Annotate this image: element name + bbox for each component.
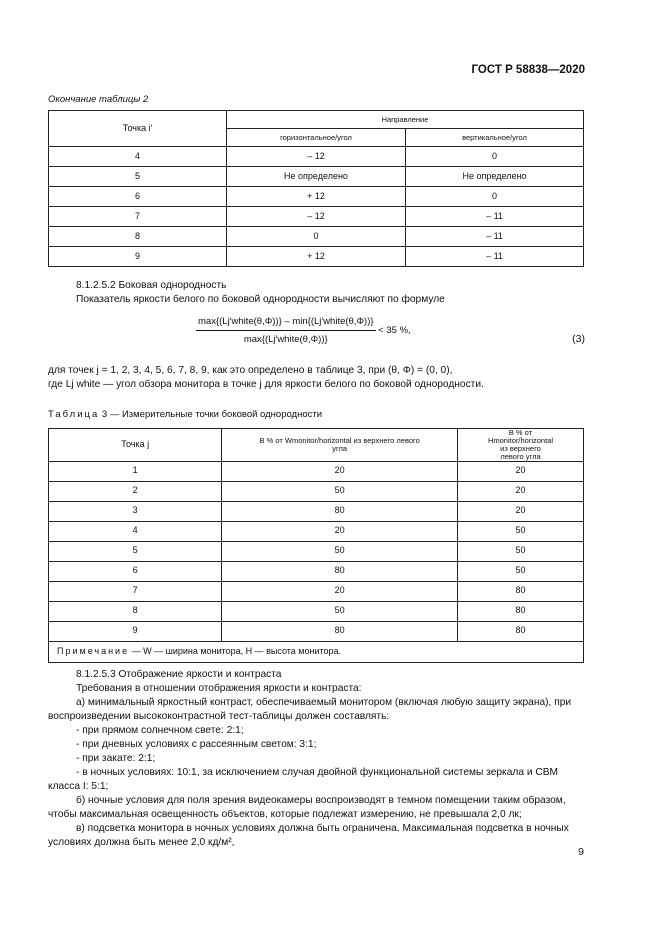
table-cell: 2	[49, 481, 222, 501]
formula-3	[196, 316, 411, 345]
table-cell: 8	[49, 227, 227, 247]
table-cell: 20	[222, 581, 458, 601]
table-cell: 20	[222, 521, 458, 541]
table-cell: Не определено	[406, 167, 584, 187]
table-row	[49, 541, 584, 561]
equation-number: (3)	[572, 333, 585, 345]
table-cell: 80	[222, 621, 458, 641]
table-cell: 0	[406, 187, 584, 207]
table-row	[49, 561, 584, 581]
table-row	[49, 581, 584, 601]
table-cell: 9	[49, 621, 222, 641]
table-cell: 9	[49, 247, 227, 267]
table-cell: – 11	[406, 247, 584, 267]
table-cell: 50	[222, 601, 458, 621]
table3-header-w: В % от Wmonitor/horizontal из верхнего левого угла	[222, 429, 458, 462]
item-a-sunset: - при закате: 2:1;	[76, 753, 156, 764]
table-cell: 50	[222, 481, 458, 501]
table2	[48, 110, 584, 267]
table3	[48, 428, 584, 663]
table-cell: 5	[49, 541, 222, 561]
table-cell: 0	[227, 227, 406, 247]
item-a-night: - в ночных условиях: 10:1, за исключением случая двойной функциональной системы зеркала и СВМ класса I: 5:1;	[48, 767, 558, 792]
table-cell: – 11	[406, 207, 584, 227]
table-row	[49, 207, 584, 227]
item-a: а) минимальный яркостный контраст, обеспечиваемый монитором (включая любую защиту экрана), при воспроизведении высококонтрастной тест-таблицы должен составлять:	[48, 697, 572, 722]
table2-header-point: Точка i′	[49, 111, 227, 147]
formula-numerator: max{(Lj′white(θ,Φ))} – min{(Lj′white(θ,Φ))}	[196, 316, 376, 331]
page-number: 9	[578, 846, 584, 858]
document-id: ГОСТ Р 58838—2020	[471, 64, 585, 76]
section-8-1-2-5-3-heading: 8.1.2.5.3 Отображение яркости и контраста	[76, 669, 282, 680]
table-cell: 4	[49, 147, 227, 167]
formula-where-1: для точек j = 1, 2, 3, 4, 5, 6, 7, 8, 9, как это определено в таблице 3, при (θ, Φ) = (0, 0),	[48, 365, 453, 376]
table-cell: 6	[49, 187, 227, 207]
table3-header-h: В % от Hmonitor/horizontal из верхнего левого угла	[457, 429, 583, 462]
item-b: б) ночные условия для поля зрения видеокамеры воспроизводят в темном помещении таким образом, чтобы максимальная освещенность объектов, которые подлежат измерению, не превышала 2,0 лк;	[48, 795, 566, 820]
table-cell: 7	[49, 207, 227, 227]
table-cell: – 12	[227, 207, 406, 227]
table-cell: 80	[457, 601, 583, 621]
table-cell: 80	[222, 561, 458, 581]
table-cell: 1	[49, 461, 222, 481]
formula-rhs: < 35 %,	[378, 325, 411, 336]
table-cell: 20	[457, 481, 583, 501]
table3-caption: Таблица 3 — Измерительные точки боковой однородности	[48, 409, 323, 420]
table-cell: 80	[222, 501, 458, 521]
item-a-daylight: - при дневных условиях с рассеянным светом: 3:1;	[76, 739, 317, 750]
table-cell: 50	[457, 541, 583, 561]
formula-denominator: max{(Lj′white(θ,Φ))}	[243, 334, 328, 345]
table2-caption: Окончание таблицы 2	[48, 94, 149, 105]
table-cell: 50	[457, 521, 583, 541]
table2-header-vertical: вертикальное/угол	[406, 129, 584, 147]
table-cell: 8	[49, 601, 222, 621]
table-cell: + 12	[227, 187, 406, 207]
table-cell: 80	[457, 621, 583, 641]
table3-note: Примечание — W — ширина монитора, H — высота монитора.	[49, 641, 584, 662]
table-row	[49, 521, 584, 541]
table-cell: 4	[49, 521, 222, 541]
table-row	[49, 461, 584, 481]
table-cell: 6	[49, 561, 222, 581]
table-row	[49, 167, 584, 187]
section-8-1-2-5-2-heading: 8.1.2.5.2 Боковая однородность	[76, 280, 227, 291]
table2-header-horizontal: горизонтальное/угол	[227, 129, 406, 147]
table-row	[49, 501, 584, 521]
table-cell: 3	[49, 501, 222, 521]
table-cell: 20	[222, 461, 458, 481]
table-cell: 5	[49, 167, 227, 187]
item-a-sunlight: - при прямом солнечном свете: 2:1;	[76, 725, 244, 736]
table-cell: 80	[457, 581, 583, 601]
section-8-1-2-5-2-intro: Показатель яркости белого по боковой однородности вычисляют по формуле	[76, 294, 445, 305]
table-row	[49, 621, 584, 641]
table-row	[49, 481, 584, 501]
table2-header-direction: Направление	[227, 111, 584, 129]
table-row	[49, 247, 584, 267]
table-row	[49, 601, 584, 621]
table3-header-point: Точка j	[49, 429, 222, 462]
table-cell: – 11	[406, 227, 584, 247]
table-cell: 0	[406, 147, 584, 167]
table-cell: 50	[457, 561, 583, 581]
table-row	[49, 227, 584, 247]
table-cell: Не определено	[227, 167, 406, 187]
brightness-requirements-intro: Требования в отношении отображения яркости и контраста:	[76, 683, 362, 694]
table-cell: 20	[457, 501, 583, 521]
table-row	[49, 187, 584, 207]
table-cell: 20	[457, 461, 583, 481]
table-row	[49, 147, 584, 167]
table-cell: – 12	[227, 147, 406, 167]
table-cell: 7	[49, 581, 222, 601]
table-cell: + 12	[227, 247, 406, 267]
table-cell: 50	[222, 541, 458, 561]
formula-where-2: где Lj white — угол обзора монитора в точке j для яркости белого по боковой однородности.	[48, 379, 484, 390]
item-c: в) подсветка монитора в ночных условиях должна быть ограничена. Максимальная подсветка в ночных условиях должна быть менее 2,0 кд/м²,	[48, 823, 569, 848]
